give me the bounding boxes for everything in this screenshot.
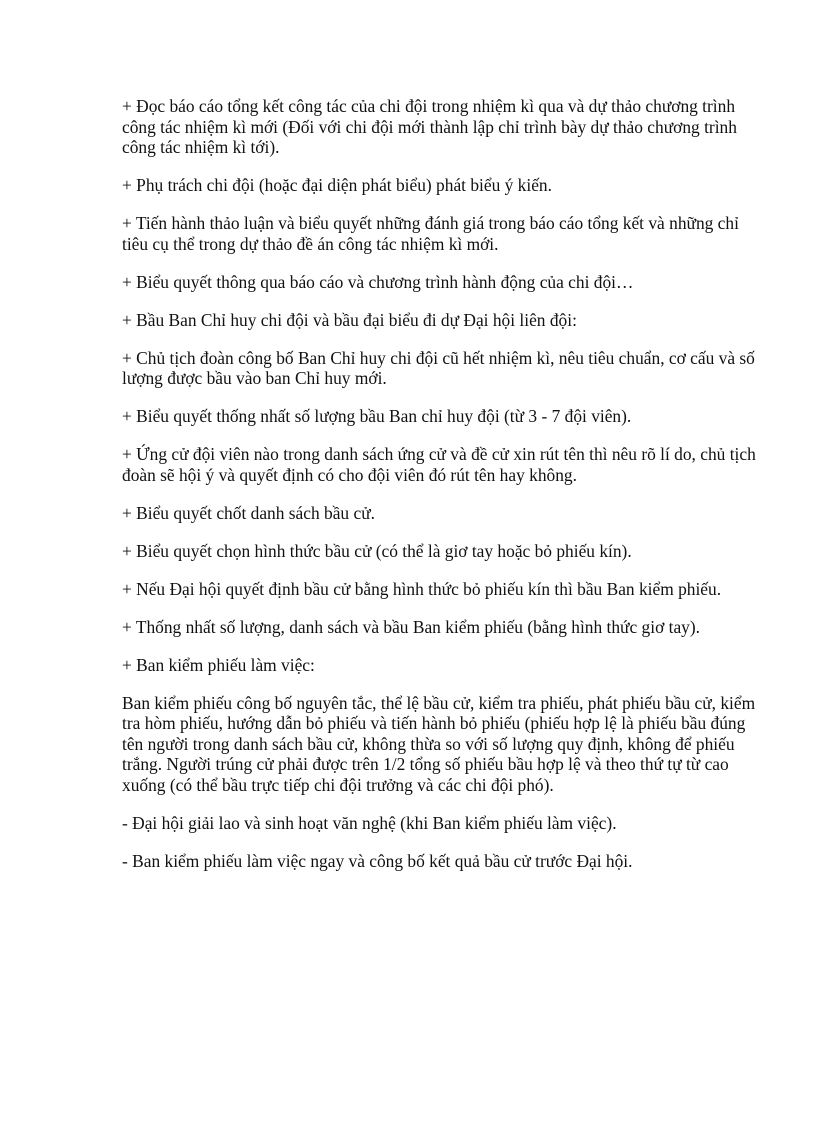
- paragraph-so-luong-ban-chi-huy: + Biểu quyết thống nhất số lượng bầu Ban chỉ huy đội (từ 3 - 7 đội viên).: [122, 406, 632, 426]
- paragraph-bau-ban-chi-huy: + Bầu Ban Chỉ huy chi đội và bầu đại biểu đi dự Đại hội liên đội:: [122, 309, 577, 330]
- paragraph-bao-cao-tong-ket: + Đọc báo cáo tổng kết công tác của chi đội trong nhiệm kì qua và dự thảo chương trình công tác nhiệm kì mới (Đối với chi đội mới thành lập chỉ trình bày dự thảo chương trình công tác nhiệm kì tới).: [122, 96, 737, 157]
- paragraph-rut-ten-ung-cu: + Ứng cử đội viên nào trong danh sách ứng cử và đề cử xin rút tên thì nêu rõ lí do, chủ tịch đoàn sẽ hội ý và quyết định có cho đội viên đó rút tên hay không.: [122, 444, 756, 485]
- paragraph-cong-bo-ket-qua: - Ban kiểm phiếu làm việc ngay và công bố kết quả bầu cử trước Đại hội.: [122, 850, 633, 871]
- paragraph-quy-trinh-kiem-phieu: Ban kiểm phiếu công bố nguyên tắc, thể lệ bầu cử, kiểm tra phiếu, phát phiếu bầu cử, kiểm tra hòm phiếu, hướng dẫn bỏ phiếu và tiến hành bỏ phiếu (phiếu hợp lệ là phiếu bầu đúng tên người trong danh sách bầu cử, không thừa so với số lượng quy định, không để phiếu trắng. Người trúng cử phải được trên 1/2 tổng số phiếu bầu hợp lệ và theo thứ tự từ cao xuống (có thể bầu trực tiếp chi đội trưởng và các chi đội phó).: [122, 692, 756, 795]
- paragraph-cong-bo-tieu-chuan: + Chủ tịch đoàn công bố Ban Chỉ huy chi đội cũ hết nhiệm kì, nêu tiêu chuẩn, cơ cấu và số lượng được bầu vào ban Chỉ huy mới.: [122, 347, 755, 388]
- paragraph-phu-trach-phat-bieu: + Phụ trách chi đội (hoặc đại diện phát biểu) phát biểu ý kiến.: [122, 175, 552, 195]
- paragraph-giai-lao-van-nghe: - Đại hội giải lao và sinh hoạt văn nghệ (khi Ban kiểm phiếu làm việc).: [122, 812, 617, 833]
- paragraph-thong-nhat-ban-kiem-phieu: + Thống nhất số lượng, danh sách và bầu Ban kiểm phiếu (bằng hình thức giơ tay).: [122, 616, 701, 637]
- paragraph-ban-kiem-phieu-lam-viec: + Ban kiểm phiếu làm việc:: [122, 654, 315, 675]
- paragraph-bau-ban-kiem-phieu: + Nếu Đại hội quyết định bầu cử bằng hình thức bỏ phiếu kín thì bầu Ban kiểm phiếu.: [122, 578, 722, 599]
- paragraph-chot-danh-sach: + Biểu quyết chốt danh sách bầu cử.: [122, 502, 375, 523]
- paragraph-thong-qua-bao-cao: + Biểu quyết thông qua báo cáo và chương trình hành động của chi đội…: [122, 271, 634, 292]
- paragraph-hinh-thuc-bau-cu: + Biểu quyết chọn hình thức bầu cử (có thể là giơ tay hoặc bỏ phiếu kín).: [122, 540, 632, 561]
- paragraph-thao-luan-bieu-quyet: + Tiến hành thảo luận và biểu quyết những đánh giá trong báo cáo tổng kết và những chỉ tiêu cụ thể trong dự thảo đề án công tác nhiệm kì mới.: [122, 213, 739, 254]
- document-page: [122, 96, 762, 889]
